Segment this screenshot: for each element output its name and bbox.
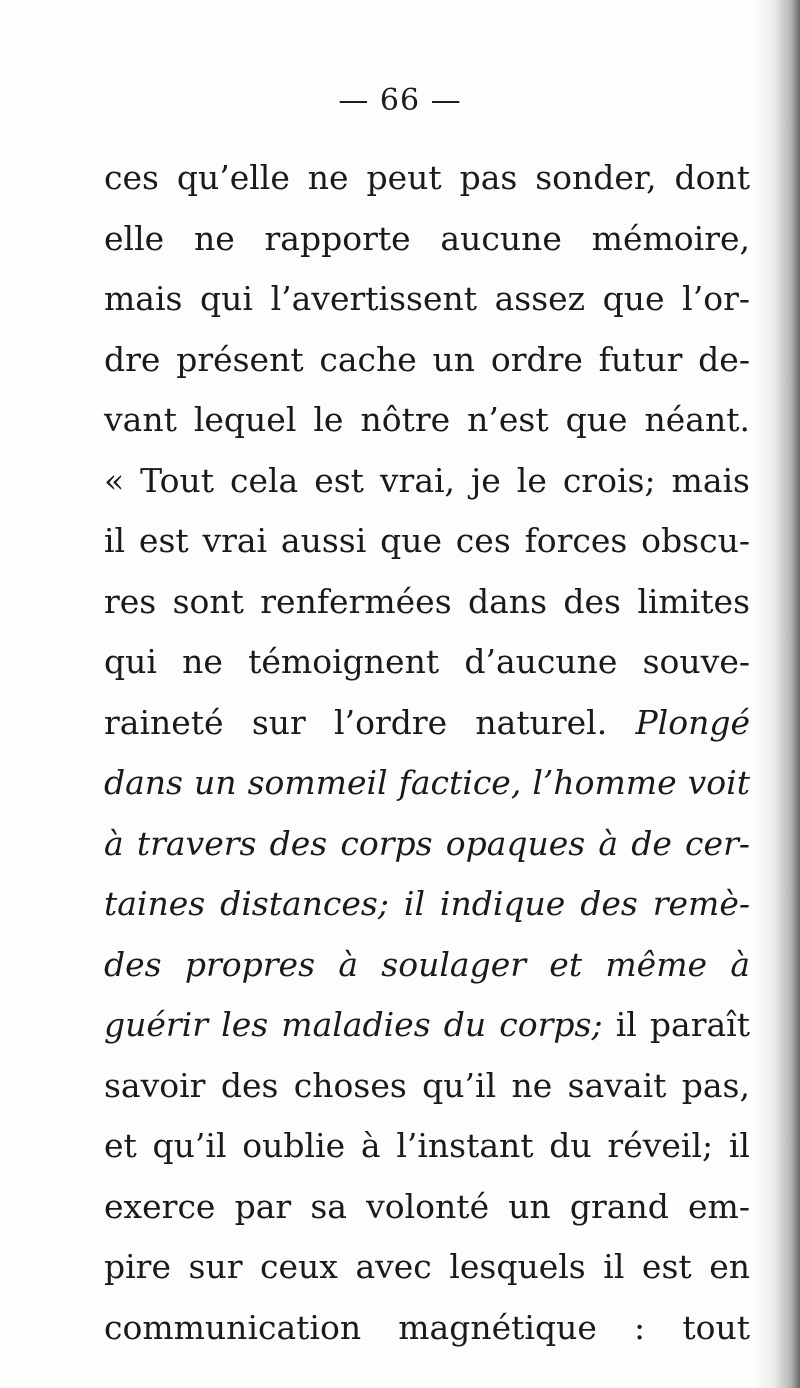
text-line: [104, 1237, 750, 1298]
text-line: [104, 1298, 750, 1359]
text-segment: savoir des choses qu’il ne savait pas,: [104, 1065, 750, 1105]
page-number: — 66 —: [338, 83, 462, 118]
text-segment-italic: à travers des corps opaques à de cer-: [104, 823, 750, 863]
text-line: [104, 451, 750, 512]
text-line: [104, 330, 750, 391]
text-segment: vant lequel le nôtre n’est que néant.: [104, 400, 750, 439]
text-line: [104, 511, 750, 572]
text-line: [104, 995, 750, 1056]
text-segment: res sont renfermées dans des limites: [104, 581, 750, 621]
text-segment: mais qui l’avertissent assez que l’or-: [104, 279, 750, 318]
text-segment: il est vrai aussi que ces forces obscu-: [104, 521, 750, 560]
text-line-italic: [104, 874, 750, 935]
text-line: [104, 572, 750, 633]
text-segment: qui ne témoignent d’aucune souve-: [104, 642, 750, 681]
text-line: [104, 148, 750, 209]
text-segment: « Tout cela est vrai, je le crois; mais: [104, 460, 750, 500]
page-edge-shadow: [754, 0, 800, 1388]
text-line: [104, 1116, 750, 1177]
text-segment-italic: Plongé: [635, 702, 750, 742]
text-segment: il paraît: [602, 1005, 750, 1044]
text-segment: elle ne rapporte aucune mémoire,: [104, 218, 750, 258]
text-segment: exerce par sa volonté un grand em-: [104, 1186, 750, 1226]
text-line: [104, 209, 750, 270]
text-line: [104, 1177, 750, 1238]
text-line: [104, 693, 750, 754]
text-line: [104, 390, 750, 451]
text-line-italic: [104, 814, 750, 875]
text-segment-italic: des propres à soulager et même à: [104, 944, 750, 984]
text-segment-italic: guérir les maladies du corps;: [104, 1005, 603, 1044]
text-line: [104, 632, 750, 693]
text-segment: raineté sur l’ordre naturel.: [104, 702, 636, 742]
text-segment: dre présent cache un ordre futur de-: [104, 339, 750, 379]
text-segment-italic: taines distances; il indique des remè-: [104, 884, 750, 923]
text-segment: communication magnétique : tout: [104, 1307, 750, 1347]
text-segment: ces qu’elle ne peut pas sonder, dont: [104, 158, 750, 197]
text-line: [104, 1056, 750, 1117]
body-text: [104, 148, 750, 1358]
text-line-italic: [104, 753, 750, 814]
text-line-italic: [104, 935, 750, 996]
text-segment: et qu’il oublie à l’instant du réveil; il: [104, 1126, 750, 1165]
text-line: [104, 269, 750, 330]
text-segment-italic: dans un sommeil factice, l’homme voit: [104, 763, 750, 802]
text-segment: pire sur ceux avec lesquels il est en: [104, 1247, 750, 1286]
